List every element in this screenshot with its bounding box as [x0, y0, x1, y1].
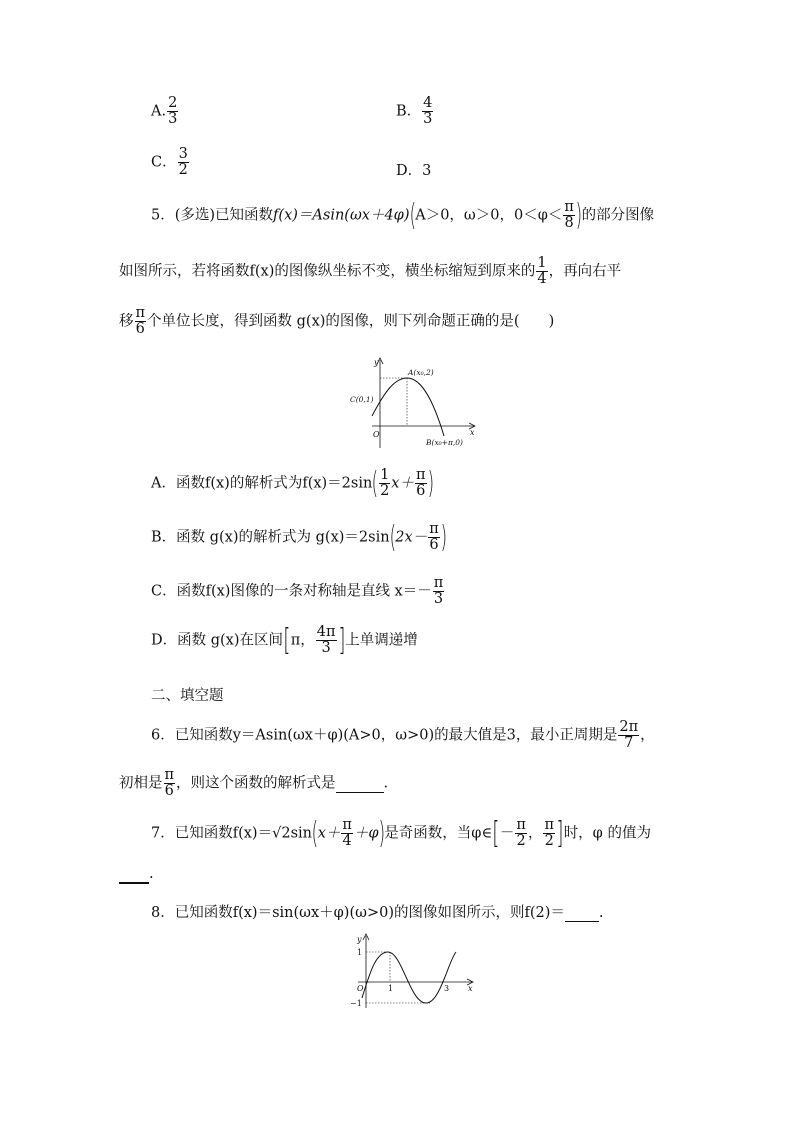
q5-option-d: D．函数 g(x)在区间[π， $\frac{4\pi}{3}$ ]上单调递增: [151, 622, 418, 658]
y-tick-1: 1: [357, 948, 363, 957]
q4-option-d: D．3: [396, 163, 432, 179]
x-label: x: [468, 984, 473, 993]
q4-option-c: C． $\frac{3}{2}$: [151, 146, 188, 179]
y-label: y: [374, 358, 379, 367]
q7-answer-line: .: [119, 866, 154, 884]
q4-option-a: A. $\frac{2}{3}$: [151, 95, 178, 128]
q5-stem-line1: 5．(多选)已知函数f(x)＝Asin(ωx＋4φ)(A＞0，ω＞0，0＜φ＜ $\frac{\pi}{8}$ )的部分图像: [151, 197, 655, 233]
x-label: x: [470, 428, 475, 437]
q6-line2: 初相是 $\frac{\pi}{6}$ ，则这个函数的解析式是 .: [119, 767, 389, 800]
y-tick-neg1: −1: [350, 999, 362, 1008]
answer-blank[interactable]: [565, 905, 599, 922]
fraction: $\frac{1}{4}$: [537, 255, 547, 288]
x-tick-3: 3: [444, 984, 450, 993]
q5-stem-line2: 如图所示，若将函数f(x)的图像纵坐标不变，横坐标缩短到原来的 $\frac{1}{4}$ ，再向右平: [119, 255, 622, 288]
fraction: $\frac{\pi}{3}$: [433, 575, 444, 608]
q8-line: 8．已知函数f(x)＝sin(ωx＋φ)(ω>0)的图像如图所示，则f(2)＝ .: [151, 905, 604, 921]
origin-label: O: [373, 430, 380, 439]
fraction: $\frac{4\pi}{3}$: [316, 624, 336, 657]
point-a-label: A(x₀,2): [408, 368, 434, 377]
fraction: $\frac{4}{3}$: [423, 95, 433, 128]
section-title: 二、填空题: [151, 688, 224, 704]
fraction: $\frac{\pi}{6}$: [429, 521, 439, 554]
q5-graph: [350, 356, 480, 451]
q5-option-a: A．函数f(x)的解析式为f(x)＝2sin( $\frac{1}{2}$ x＋ $\frac{\pi}{6}$ ): [151, 465, 434, 501]
point-b-label: B(x₀+π,0): [426, 438, 463, 447]
sine-curve: [362, 952, 456, 1003]
fraction: $\frac{\pi}{8}$: [564, 199, 574, 232]
answer-blank[interactable]: [336, 776, 384, 793]
fraction: $\frac{\pi}{6}$: [135, 305, 146, 338]
origin-label: O: [357, 984, 364, 993]
y-label: y: [357, 935, 362, 944]
fraction: $\frac{\pi}{6}$: [415, 467, 426, 500]
q5-option-c: C．函数f(x)图像的一条对称轴是直线 x＝－ $\frac{\pi}{3}$: [151, 575, 444, 608]
q5-stem-line3: 移 $\frac{\pi}{6}$ 个单位长度，得到函数 g(x)的图像，则下列命题正确的是( ): [119, 305, 555, 338]
fraction: $\frac{1}{2}$: [380, 467, 390, 500]
q7-line1: 7．已知函数f(x)＝√2sin(x＋ $\frac{\pi}{4}$ ＋φ)是奇函数，当φ∈[－ $\frac{\pi}{2}$ ， $\frac{\pi}{2}$ ]时，φ 的值为: [151, 815, 651, 851]
fraction: $\frac{\pi}{2}$: [544, 817, 554, 850]
x-tick-1: 1: [388, 984, 394, 993]
q6-line1: 6．已知函数y＝Asin(ωx＋φ)(A>0，ω>0)的最大值是3，最小正周期是 $\frac{2\pi}{7}$ ，: [151, 719, 655, 752]
q5-option-b: B．函数 g(x)的解析式为 g(x)＝2sin(2x－ $\frac{\pi}{6}$ ): [151, 519, 447, 555]
fraction: $\frac{2\pi}{7}$: [619, 719, 639, 752]
fraction: $\frac{\pi}{4}$: [342, 817, 352, 850]
fraction: $\frac{\pi}{2}$: [516, 817, 526, 850]
fraction: $\frac{2}{3}$: [168, 95, 178, 128]
answer-blank[interactable]: [119, 866, 149, 884]
fraction: $\frac{\pi}{6}$: [164, 767, 175, 800]
fraction: $\frac{3}{2}$: [178, 146, 188, 179]
point-c-label: C(0,1): [350, 395, 374, 404]
q8-graph: [340, 932, 480, 1012]
q4-option-b: B． $\frac{4}{3}$: [396, 95, 433, 128]
sine-curve: [372, 378, 444, 436]
